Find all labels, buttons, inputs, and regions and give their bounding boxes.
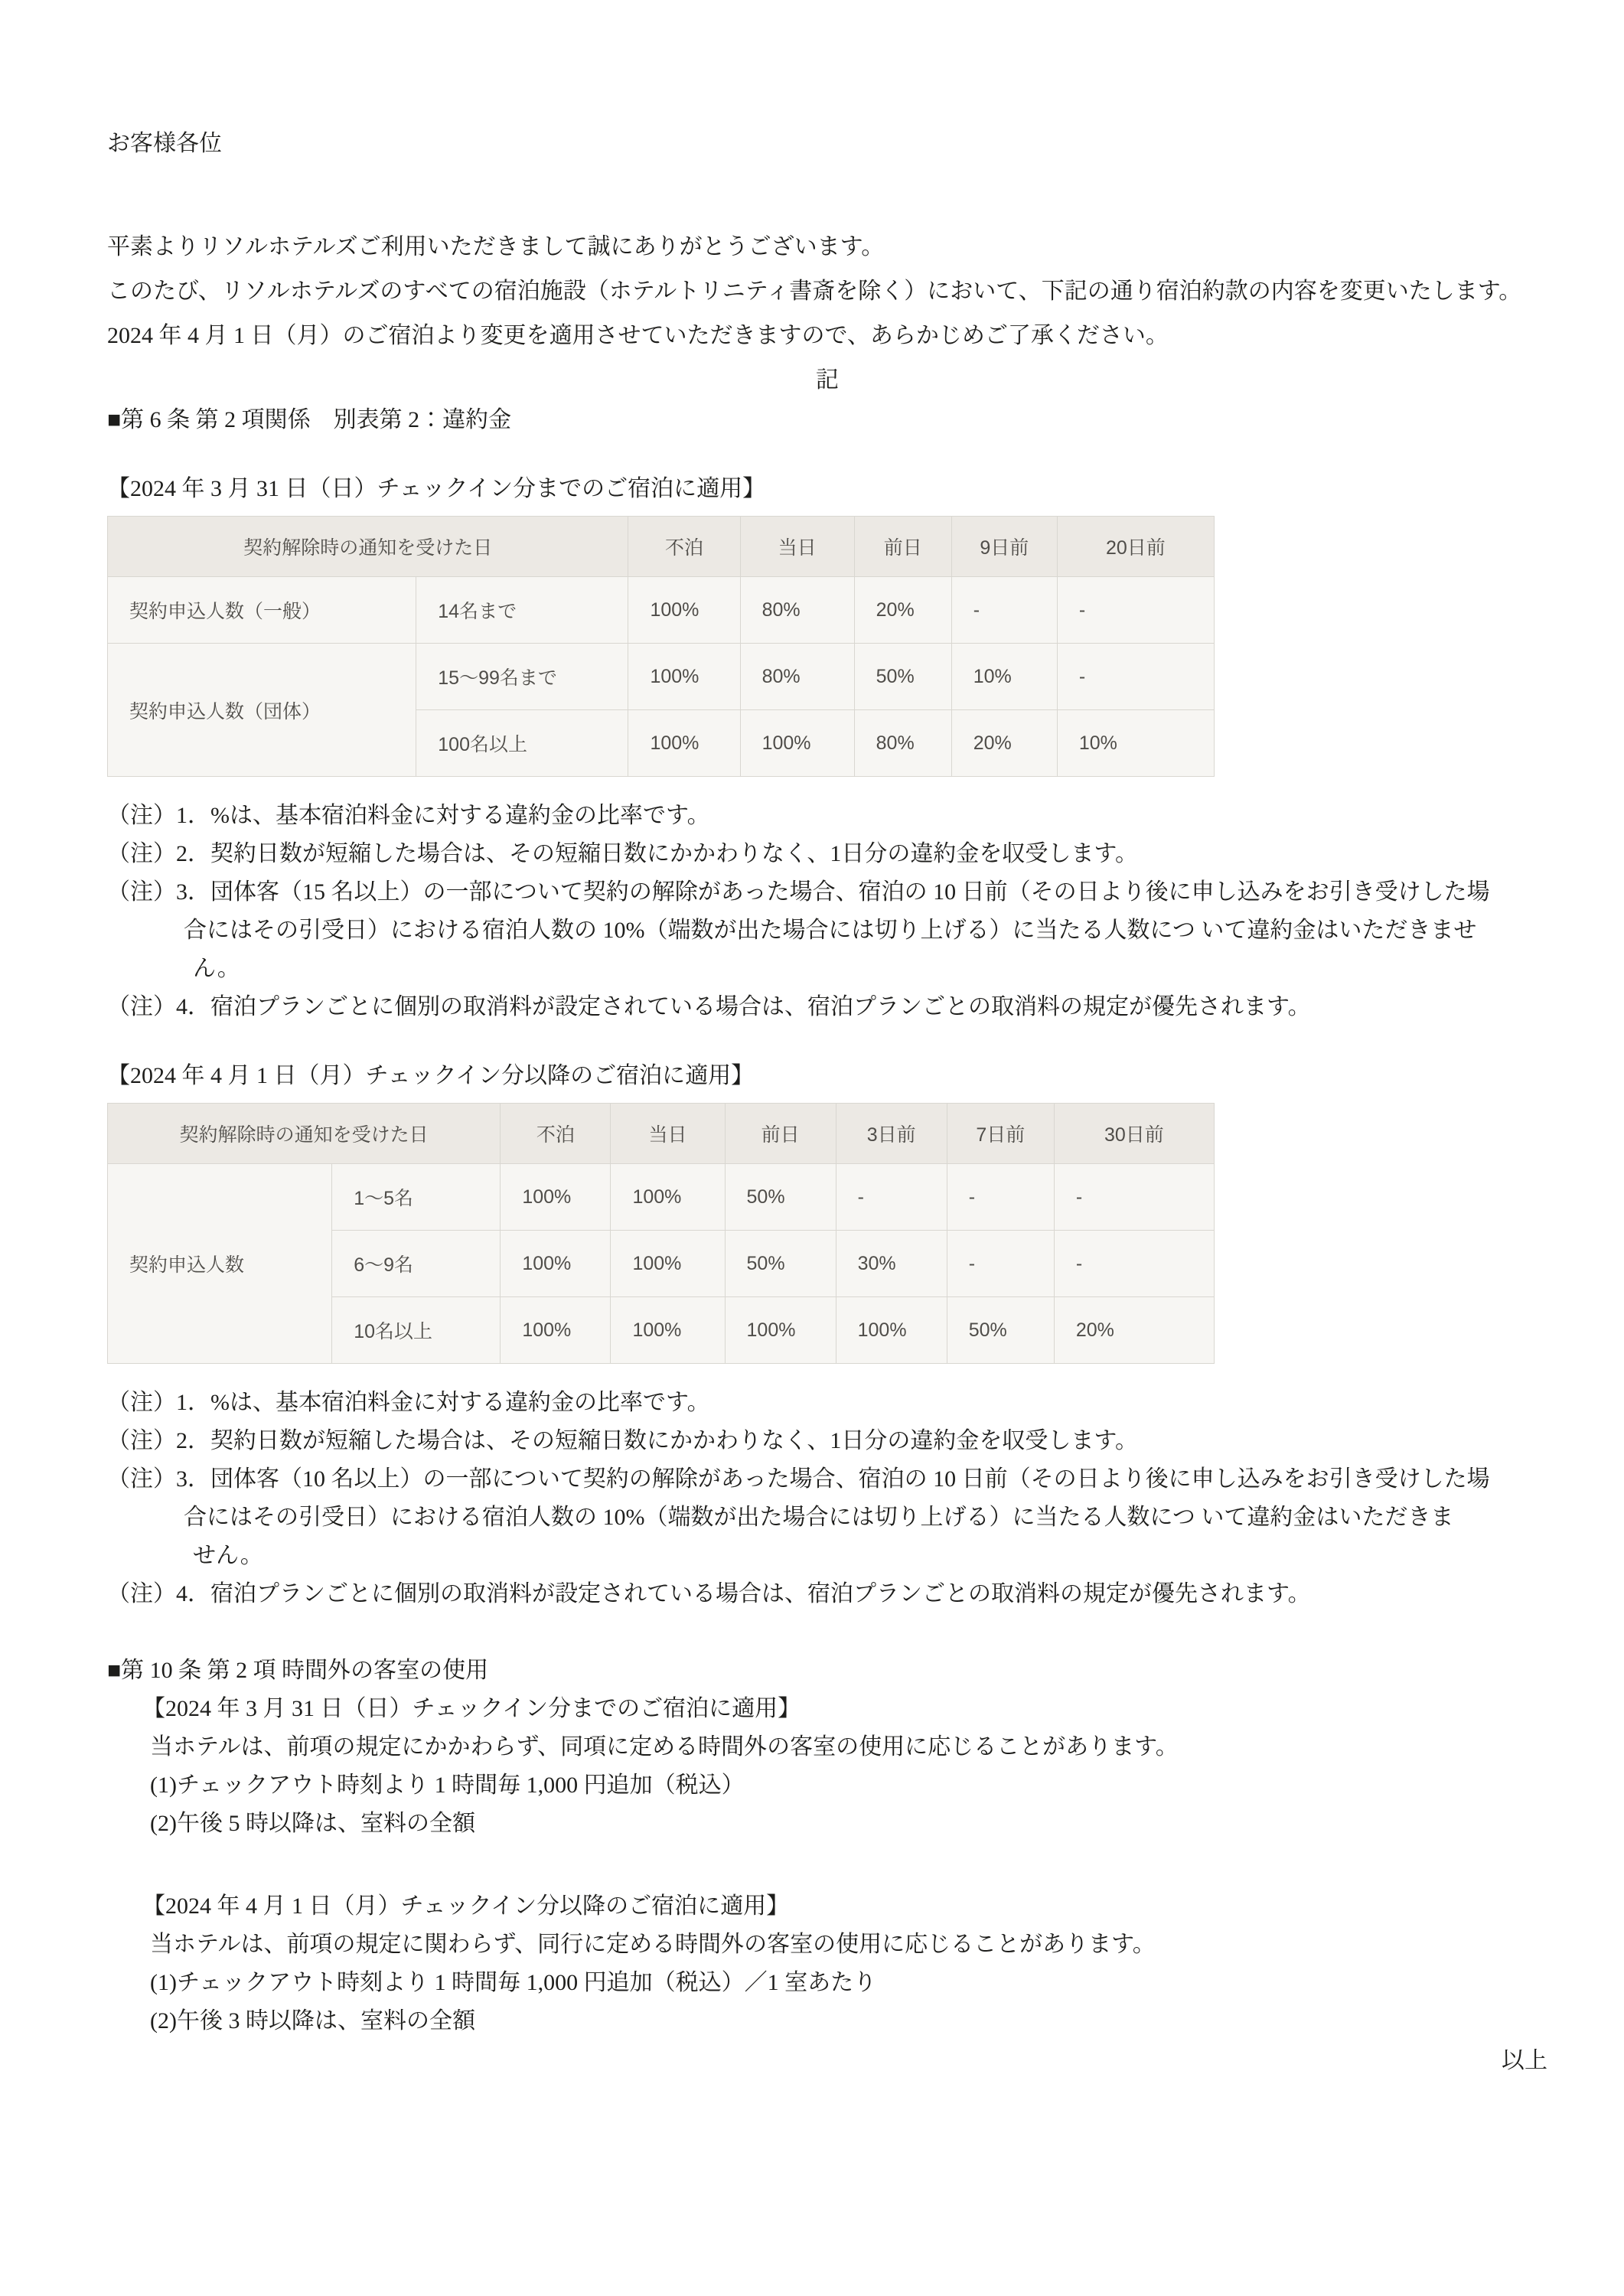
cell-value: 80% bbox=[854, 710, 951, 777]
salutation: お客様各位 bbox=[107, 131, 222, 156]
cell-value: 100% bbox=[501, 1297, 611, 1364]
section-10-block-before-april bbox=[107, 1690, 1547, 1843]
cell-value: 100% bbox=[611, 1164, 725, 1231]
cell-value: 50% bbox=[725, 1164, 836, 1231]
block-item-1: (1)チェックアウト時刻より 1 時間毎 1,000 円追加（税込）／1 室あたり bbox=[150, 1970, 877, 1995]
note-line: （注）3．団体客（15 名以上）の一部について契約の解除があった場合、宿泊の 10 日前（その日より後に申し込みをお引き受けした場 bbox=[107, 879, 1490, 905]
header-no-show: 不泊 bbox=[501, 1104, 611, 1164]
intro-line-2: このたび、リソルホテルズのすべての宿泊施設（ホテルトリニティ書斎を除く）において、下記の通り宿泊約款の内容を変更いたします。 bbox=[107, 279, 1522, 304]
cell-value: 20% bbox=[951, 710, 1057, 777]
cell-value: 100% bbox=[725, 1297, 836, 1364]
cell-value: 100% bbox=[836, 1297, 947, 1364]
row-size: 6～9名 bbox=[332, 1231, 501, 1297]
cell-value: 100% bbox=[740, 710, 854, 777]
table2-notes bbox=[107, 1384, 1547, 1613]
section-6-heading: ■第 6 条 第 2 項関係 別表第 2：違約金 bbox=[107, 407, 512, 432]
cell-value: - bbox=[836, 1164, 947, 1231]
block-caption: 【2024 年 4 月 1 日（月）チェックイン分以降のご宿泊に適用】 bbox=[142, 1893, 790, 1919]
intro-line-3: 2024 年 4 月 1 日（月）のご宿泊より変更を適用させていただきますので、あらかじめご了承ください。 bbox=[107, 323, 1169, 348]
cell-value: - bbox=[947, 1164, 1054, 1231]
block-intro: 当ホテルは、前項の規定にかかわらず、同項に定める時間外の客室の使用に応じることがあります。 bbox=[150, 1734, 1179, 1760]
cell-value: 100% bbox=[628, 577, 740, 644]
block-item-1: (1)チェックアウト時刻より 1 時間毎 1,000 円追加（税込） bbox=[150, 1773, 745, 1798]
cell-value: - bbox=[1054, 1231, 1214, 1297]
note-line: （注）2．契約日数が短縮した場合は、その短縮日数にかかわりなく、1日分の違約金を収受します。 bbox=[107, 841, 1138, 866]
cell-value: 80% bbox=[740, 577, 854, 644]
header-same-day: 当日 bbox=[740, 517, 854, 577]
table-row bbox=[108, 577, 1215, 644]
header-notice-date: 契約解除時の通知を受けた日 bbox=[108, 1104, 501, 1164]
table-row bbox=[108, 644, 1215, 710]
header-7-days: 7日前 bbox=[947, 1104, 1054, 1164]
note-line: 合にはその引受日）における宿泊人数の 10%（端数が出た場合には切り上げる）に当たる人数につ いて違約金はいただきま bbox=[184, 1505, 1454, 1530]
cell-value: 50% bbox=[947, 1297, 1054, 1364]
cell-value: 100% bbox=[628, 710, 740, 777]
cell-value: - bbox=[951, 577, 1057, 644]
cell-value: 100% bbox=[501, 1231, 611, 1297]
penalty-table-after-april bbox=[107, 1103, 1215, 1364]
header-20-days: 20日前 bbox=[1057, 517, 1214, 577]
penalty-table-before-april bbox=[107, 516, 1215, 777]
table1-caption: 【2024 年 3 月 31 日（日）チェックイン分までのご宿泊に適用】 bbox=[107, 476, 766, 501]
intro-line-1: 平素よりリソルホテルズご利用いただきまして誠にありがとうございます。 bbox=[107, 234, 885, 259]
note-line: （注）4．宿泊プランごとに個別の取消料が設定されている場合は、宿泊プランごとの取消料の規定が優先されます。 bbox=[107, 1581, 1311, 1606]
block-item-2: (2)午後 3 時以降は、室料の全額 bbox=[150, 2008, 475, 2033]
cell-value: 100% bbox=[611, 1231, 725, 1297]
row-group-general: 契約申込人数（一般） bbox=[108, 577, 416, 644]
table-header-row bbox=[108, 517, 1215, 577]
cell-value: 20% bbox=[1054, 1297, 1214, 1364]
row-size: 100名以上 bbox=[416, 710, 628, 777]
note-line: （注）4．宿泊プランごとに個別の取消料が設定されている場合は、宿泊プランごとの取消料の規定が優先されます。 bbox=[107, 994, 1311, 1019]
table1-notes bbox=[107, 797, 1547, 1026]
cell-value: 10% bbox=[951, 644, 1057, 710]
header-30-days: 30日前 bbox=[1054, 1104, 1214, 1164]
section-10-block-after-april bbox=[107, 1887, 1547, 2040]
intro-paragraph bbox=[107, 225, 1547, 358]
row-size: 10名以上 bbox=[332, 1297, 501, 1364]
block-intro: 当ホテルは、前項の規定に関わらず、同行に定める時間外の客室の使用に応じることがあります。 bbox=[150, 1932, 1156, 1957]
cell-value: 100% bbox=[501, 1164, 611, 1231]
table-header-row bbox=[108, 1104, 1215, 1164]
note-line: （注）2．契約日数が短縮した場合は、その短縮日数にかかわりなく、1日分の違約金を収受します。 bbox=[107, 1428, 1138, 1453]
block-item-2: (2)午後 5 時以降は、室料の全額 bbox=[150, 1811, 475, 1836]
header-same-day: 当日 bbox=[611, 1104, 725, 1164]
record-mark: 記 bbox=[816, 367, 839, 393]
note-line: ん。 bbox=[193, 956, 240, 981]
table2-caption: 【2024 年 4 月 1 日（月）チェックイン分以降のご宿泊に適用】 bbox=[107, 1063, 755, 1088]
cell-value: 100% bbox=[628, 644, 740, 710]
cell-value: - bbox=[1057, 644, 1214, 710]
cell-value: 80% bbox=[740, 644, 854, 710]
cell-value: - bbox=[1057, 577, 1214, 644]
section-10-heading: ■第 10 条 第 2 項 時間外の客室の使用 bbox=[107, 1658, 489, 1683]
note-line: （注）1．%は、基本宿泊料金に対する違約金の比率です。 bbox=[107, 1390, 710, 1415]
note-line: せん。 bbox=[193, 1543, 263, 1568]
header-prev-day: 前日 bbox=[854, 517, 951, 577]
note-line: （注）1．%は、基本宿泊料金に対する違約金の比率です。 bbox=[107, 803, 710, 828]
header-notice-date: 契約解除時の通知を受けた日 bbox=[108, 517, 628, 577]
cell-value: 50% bbox=[725, 1231, 836, 1297]
row-size: 15～99名まで bbox=[416, 644, 628, 710]
row-group-group: 契約申込人数（団体） bbox=[108, 644, 416, 777]
cell-value: - bbox=[1054, 1164, 1214, 1231]
row-size: 14名まで bbox=[416, 577, 628, 644]
header-prev-day: 前日 bbox=[725, 1104, 836, 1164]
note-line: 合にはその引受日）における宿泊人数の 10%（端数が出た場合には切り上げる）に当たる人数につ いて違約金はいただきませ bbox=[184, 918, 1477, 943]
header-no-show: 不泊 bbox=[628, 517, 740, 577]
table-row bbox=[108, 1164, 1215, 1231]
section-10 bbox=[107, 1652, 1547, 2040]
cell-value: 50% bbox=[854, 644, 951, 710]
cell-value: 30% bbox=[836, 1231, 947, 1297]
note-line: （注）3．団体客（10 名以上）の一部について契約の解除があった場合、宿泊の 10 日前（その日より後に申し込みをお引き受けした場 bbox=[107, 1466, 1490, 1492]
row-group-applicants: 契約申込人数 bbox=[108, 1164, 332, 1364]
cell-value: 10% bbox=[1057, 710, 1214, 777]
cell-value: 20% bbox=[854, 577, 951, 644]
header-3-days: 3日前 bbox=[836, 1104, 947, 1164]
block-caption: 【2024 年 3 月 31 日（日）チェックイン分までのご宿泊に適用】 bbox=[142, 1696, 801, 1721]
row-size: 1～5名 bbox=[332, 1164, 501, 1231]
cell-value: 100% bbox=[611, 1297, 725, 1364]
closing-mark: 以上 bbox=[1502, 2048, 1547, 2073]
header-9-days: 9日前 bbox=[951, 517, 1057, 577]
cell-value: - bbox=[947, 1231, 1054, 1297]
